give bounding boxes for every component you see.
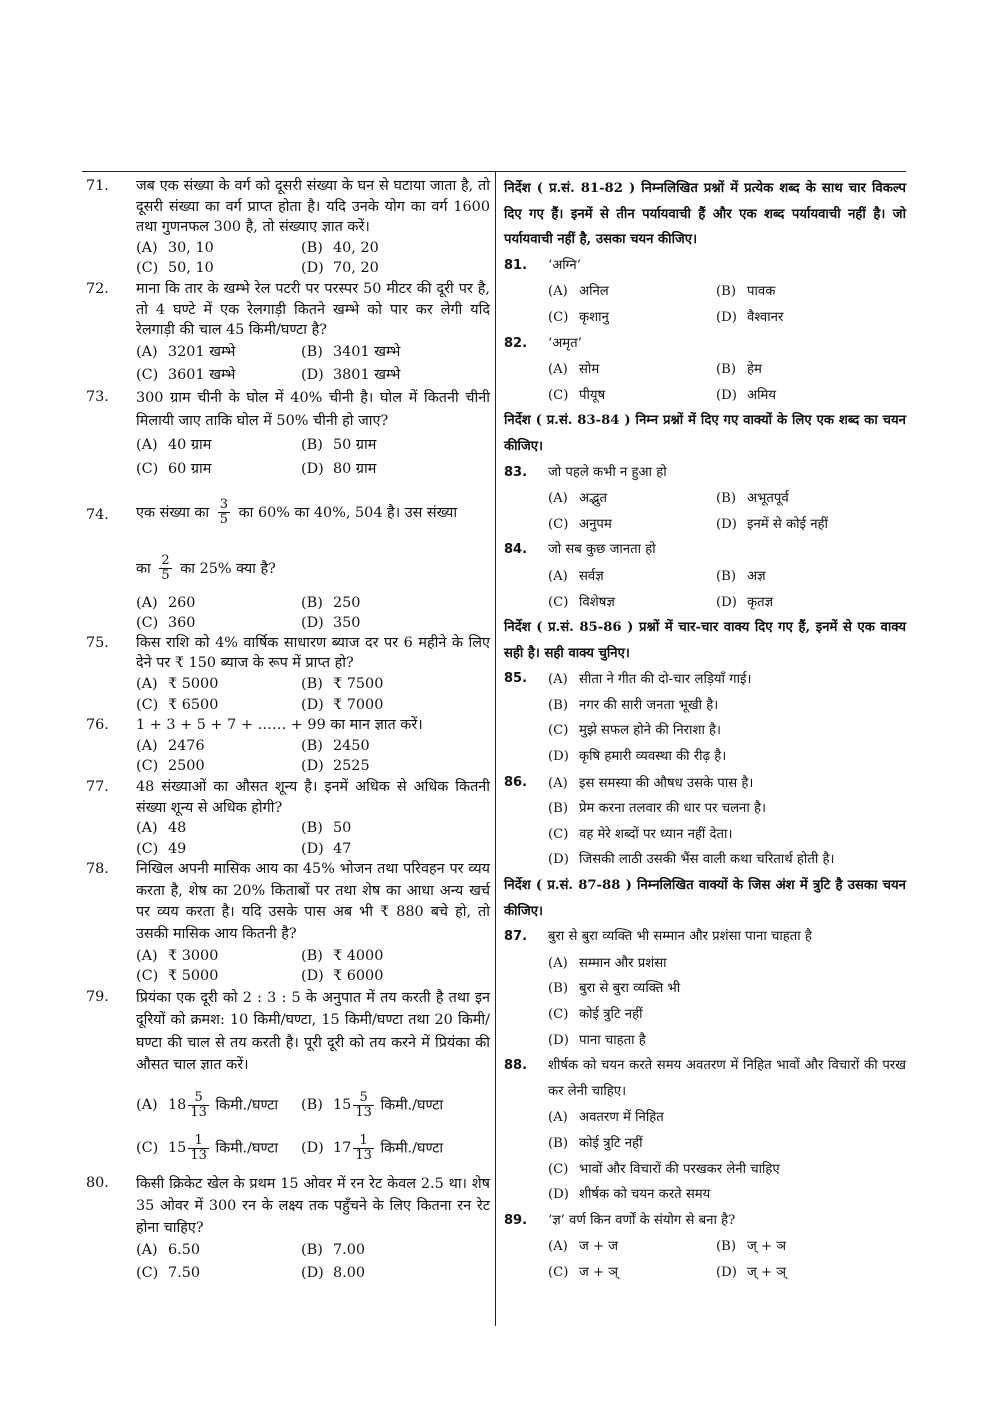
options (136, 736, 490, 777)
option-d[interactable]: (D) 8.00 (301, 1264, 366, 1281)
option-d[interactable]: (D) वैश्वानर (716, 309, 784, 325)
option-c[interactable]: (C) पीयूष (548, 387, 606, 403)
directive-87-88: निर्देश ( प्र.सं. 87-88 ) निम्नलिखित वाक्यों के जिस अंश में त्रुटि है उसका चयन कीजिए। (504, 878, 906, 919)
directive-85-86: निर्देश ( प्र.सं. 85-86 ) प्रश्नों में चार-चार वाक्य दिए गए हैं, इनमें से एक वाक्य सही है। सही वाक्य चुनिए। (504, 620, 906, 661)
option-c[interactable]: (C) अनुपम (548, 516, 612, 532)
option-a[interactable]: (A) अवतरण में निहित (548, 1110, 664, 1126)
option-d[interactable]: (D) 17 $\frac{1}{13}$ किमी./घण्टा (301, 1132, 444, 1163)
question-79 (86, 987, 490, 1163)
top-rule (82, 171, 906, 172)
question-87 (504, 924, 906, 1053)
question-number: 73. (86, 388, 109, 405)
option-c[interactable]: (C) 2500 (136, 758, 205, 775)
option-a[interactable]: (A) 48 (136, 820, 187, 837)
question-number: 83. (504, 464, 528, 480)
option-d[interactable]: (D) अमिय (716, 387, 777, 403)
option-c[interactable]: (C) कोई त्रुटि नहीं (548, 1007, 643, 1022)
option-b[interactable]: (B) प्रेम करना तलवार की धार पर चलना है। (548, 801, 766, 817)
question-stem: ‘अग्नि’ (548, 257, 581, 273)
question-stem: माना कि तार के खम्भे रेल पटरी पर परस्पर 50 मीटर की दूरी पर है, तो 4 घण्टे में एक रेलगाड़ी कितने खम्भे को पार कर लेगी यदि रेलगाड़ी की चाल 45 किमी/घण्टा है? (136, 280, 490, 339)
fraction: $\frac{2}{5}$ (161, 553, 170, 584)
column-divider (495, 171, 496, 1326)
option-b[interactable]: (B) ₹ 7500 (301, 675, 384, 692)
options (136, 238, 490, 279)
option-d[interactable]: (D) 2525 (301, 758, 370, 775)
option-c[interactable]: (C) मुझे सफल होने की निराशा है। (548, 723, 722, 739)
option-b[interactable]: (B) 15 $\frac{5}{13}$ किमी./घण्टा (301, 1089, 444, 1120)
options (136, 1239, 490, 1285)
question-stem: निखिल अपनी मासिक आय का 45% भोजन तथा परिवहन पर व्यय करता है, शेष का 20% किताबों पर तथा शेष का आधा अन्य खर्च पर व्यय करता है। यदि उसके पास अब भी ₹ 880 बचे हो, तो उसकी मासिक आय कितनी है? (136, 861, 490, 943)
options (548, 356, 906, 408)
question-number: 72. (86, 280, 109, 297)
option-c[interactable]: (C) ₹ 5000 (136, 968, 219, 985)
question-stem: ‘अमृत’ (548, 335, 582, 351)
option-b[interactable]: (B) 3401 खम्भे (301, 343, 401, 360)
option-a[interactable]: (A) ₹ 5000 (136, 675, 219, 692)
question-stem: बुरा से बुरा व्यक्ति भी सम्मान और प्रशंसा पाना चाहता है (548, 929, 812, 945)
option-c[interactable]: (C) 7.50 (136, 1264, 201, 1281)
question-number: 88. (504, 1058, 528, 1074)
options (548, 563, 906, 615)
option-a[interactable]: (A) अनिल (548, 284, 609, 300)
question-81 (504, 253, 906, 331)
question-number: 77. (86, 778, 109, 795)
option-b[interactable]: (B) कोई त्रुटि नहीं (548, 1135, 643, 1151)
directive-81-82: निर्देश ( प्र.सं. 81-82 ) निम्नलिखित प्रश्नों में प्रत्येक शब्द के साथ चार विकल्प दिए गए हैं। इनमें से तीन पर्यायवाची हैं और एक शब्द पर्यायवाची नहीं है। जो पर्यायवाची नहीं है, उसका चयन कीजिए। (504, 181, 906, 248)
question-75 (86, 633, 490, 715)
option-a[interactable]: (A) सम्मान और प्रशंसा (548, 955, 667, 971)
question-stem: जो सब कुछ जानता हो (548, 542, 656, 558)
option-c[interactable]: (C) भावों और विचारों की परखकर लेनी चाहिए (548, 1161, 780, 1177)
question-number: 79. (86, 988, 109, 1005)
option-a[interactable]: (A) इस समस्या की औषध उसके पास है। (548, 775, 754, 791)
question-73 (86, 387, 490, 481)
option-c[interactable]: (C) कृशानु (548, 309, 609, 325)
option-b[interactable]: (B) हेम (716, 362, 762, 378)
question-number: 84. (504, 542, 528, 558)
question-89 (504, 1208, 906, 1286)
question-stem: 300 ग्राम चीनी के घोल में 40% चीनी है। घोल में कितनी चीनी मिलायी जाए ताकि घोल में 50% चीनी हो जाए? (136, 389, 490, 429)
option-a[interactable]: (A) 3201 खम्भे (136, 343, 236, 360)
question-88 (504, 1053, 906, 1208)
option-a[interactable]: (A) सीता ने गीत की दो-चार लड़ियाँ गाई। (548, 672, 752, 688)
right-column (504, 176, 906, 1286)
question-number: 87. (504, 929, 528, 945)
option-b[interactable]: (B) 2450 (301, 737, 370, 754)
question-stem: जब एक संख्या के वर्ग को दूसरी संख्या के घन से घटाया जाता है, तो दूसरी संख्या का वर्ग प्राप्त होता है। यदि उनके योग का वर्ग 1600 तथा गुणनफल 300 है, तो संख्याए ज्ञात करें। (136, 178, 490, 236)
options (136, 818, 490, 859)
fraction: $\frac{3}{5}$ (219, 497, 229, 528)
question-stem: ‘ज्ञ’ वर्ण किन वर्णों के संयोग से बना है? (548, 1212, 736, 1228)
option-b[interactable]: (B) अभूतपूर्व (716, 491, 789, 507)
option-b[interactable]: (B) 250 (301, 594, 361, 611)
question-71 (86, 176, 490, 279)
option-b[interactable]: (B) बुरा से बुरा व्यक्ति भी (548, 981, 681, 997)
option-b[interactable]: (B) ₹ 4000 (301, 947, 384, 964)
question-72 (86, 279, 490, 387)
question-number: 78. (86, 861, 109, 878)
question-number: 80. (86, 1174, 109, 1191)
options (548, 278, 906, 330)
question-84 (504, 537, 906, 615)
question-number: 71. (86, 178, 109, 194)
question-number: 89. (504, 1212, 528, 1228)
option-d[interactable]: (D) 3801 खम्भे (301, 366, 401, 383)
option-d[interactable]: (D) इनमें से कोई नहीं (716, 516, 828, 532)
option-c[interactable]: (C) 50, 10 (136, 260, 214, 277)
question-stem: किसी क्रिकेट खेल के प्रथम 15 ओवर में रन रेट केवल 2.5 था। शेष 35 ओवर में 300 रन के लक्ष्य तक पहुँचने के लिए कितना रन रेट होना चाहिए? (136, 1175, 490, 1236)
question-74 (86, 491, 490, 633)
option-c[interactable]: (C) 3601 खम्भे (136, 366, 236, 383)
option-a[interactable]: (A) 30, 10 (136, 239, 214, 256)
option-b[interactable]: (B) पावक (716, 284, 776, 300)
option-d[interactable]: (D) ₹ 7000 (301, 696, 384, 713)
option-a[interactable]: (A) 40 ग्राम (136, 436, 212, 453)
option-d[interactable]: (D) ₹ 6000 (301, 968, 384, 985)
question-number: 85. (504, 671, 528, 687)
option-a[interactable]: (A) 260 (136, 594, 196, 611)
question-number: 74. (86, 506, 109, 523)
question-82 (504, 331, 906, 409)
option-a[interactable]: (A) सोम (548, 362, 600, 378)
option-a[interactable]: (A) अद्भुत (548, 491, 607, 507)
option-d[interactable]: (D) 80 ग्राम (301, 460, 377, 477)
option-c[interactable]: (C) 60 ग्राम (136, 460, 212, 477)
options (136, 593, 490, 633)
options (136, 1091, 490, 1163)
question-number: 81. (504, 257, 528, 273)
question-stem: जो पहले कभी न हुआ हो (548, 464, 667, 480)
option-c[interactable]: (C) 360 (136, 614, 196, 631)
question-stem: 48 संख्याओं का औसत शून्य है। इनमें अधिक से अधिक कितनी संख्या शून्य से अधिक होगी? (136, 778, 490, 816)
question-83 (504, 460, 906, 538)
option-a[interactable]: (A) ज + ज (548, 1239, 619, 1255)
question-76 (86, 715, 490, 777)
option-d[interactable]: (D) ज् + ञ् (716, 1264, 787, 1280)
option-d[interactable]: (D) 47 (301, 840, 352, 857)
option-c[interactable]: (C) ₹ 6500 (136, 696, 219, 713)
question-stem: 1 + 3 + 5 + 7 + …… + 99 का मान ज्ञात करें। (136, 717, 423, 734)
options (548, 1104, 906, 1207)
question-78 (86, 859, 490, 987)
options (136, 433, 490, 481)
options (548, 1233, 906, 1285)
option-b[interactable]: (B) 40, 20 (301, 239, 379, 256)
question-stem: प्रियंका एक दूरी को 2 : 3 : 5 के अनुपात में तय करती है तथा इन दूरियों को क्रमश: 10 किमी/घण्टा, 15 किमी/घण्टा तथा 20 किमी/घण्टा की चाल से तय करती है। पूरी दूरी को तय करने में प्रियंका की औसत चाल ज्ञात करें। (136, 989, 490, 1074)
question-number: 75. (86, 634, 109, 651)
options (548, 666, 906, 769)
option-c[interactable]: (C) विशेषज्ञ (548, 594, 615, 610)
option-b[interactable]: (B) 50 ग्राम (301, 436, 377, 453)
question-80 (86, 1173, 490, 1285)
option-d[interactable]: (D) शीर्षक को चयन करते समय (548, 1187, 711, 1203)
question-number: 76. (86, 717, 109, 734)
option-d[interactable]: (D) कृतज्ञ (716, 594, 774, 610)
option-a[interactable]: (A) ₹ 3000 (136, 947, 219, 964)
option-a[interactable]: (A) 18 $\frac{5}{13}$ किमी./घण्टा (136, 1089, 279, 1120)
option-a[interactable]: (A) 2476 (136, 737, 205, 754)
question-stem: शीर्षक को चयन करते समय अवतरण में निहित भावों और विचारों की परख कर लेनी चाहिए। (548, 1058, 906, 1099)
option-a[interactable]: (A) सर्वज्ञ (548, 568, 604, 584)
option-c[interactable]: (C) वह मेरे शब्दों पर ध्यान नहीं देता। (548, 826, 733, 842)
options (136, 674, 490, 715)
option-b[interactable]: (B) 50 (301, 820, 352, 837)
option-c[interactable]: (C) ज + ञ् (548, 1264, 619, 1280)
option-d[interactable]: (D) 70, 20 (301, 260, 379, 277)
question-77 (86, 777, 490, 859)
option-d[interactable]: (D) जिसकी लाठी उसकी भैंस वाली कथा चरितार्थ होती है। (548, 852, 835, 868)
question-85 (504, 666, 906, 769)
option-d[interactable]: (D) 350 (301, 614, 361, 631)
options (136, 341, 490, 387)
left-column (86, 176, 490, 1285)
question-86 (504, 770, 906, 873)
question-number: 82. (504, 335, 528, 351)
option-d[interactable]: (D) कृषि हमारी व्यवस्था की रीढ़ है। (548, 749, 727, 765)
option-b[interactable]: (B) 7.00 (301, 1241, 366, 1258)
options (548, 485, 906, 537)
directive-83-84: निर्देश ( प्र.सं. 83-84 ) निम्न प्रश्नों में दिए गए वाक्यों के लिए एक शब्द का चयन कीजिए। (504, 413, 906, 454)
question-stem: किस राशि को 4% वार्षिक साधारण ब्याज दर पर 6 महीने के लिए देने पर ₹ 150 ब्याज के रूप में प्राप्त हो? (136, 634, 490, 672)
options (548, 950, 906, 1053)
option-b[interactable]: (B) नगर की सारी जनता भूखी है। (548, 697, 719, 713)
options (136, 946, 490, 987)
option-d[interactable]: (D) पाना चाहता है (548, 1032, 646, 1048)
options (548, 770, 906, 873)
question-number: 86. (504, 774, 528, 790)
question-stem: एक संख्या का $\frac{3}{5}$ का 60% का 40%, 504 है। उस संख्या का $\frac{2}{5}$ का 25% क्या है? (136, 497, 458, 584)
option-a[interactable]: (A) 6.50 (136, 1241, 201, 1258)
option-b[interactable]: (B) ज् + ञ (716, 1239, 787, 1255)
option-b[interactable]: (B) अज्ञ (716, 568, 766, 584)
option-c[interactable]: (C) 15 $\frac{1}{13}$ किमी./घण्टा (136, 1132, 279, 1163)
option-c[interactable]: (C) 49 (136, 840, 187, 857)
